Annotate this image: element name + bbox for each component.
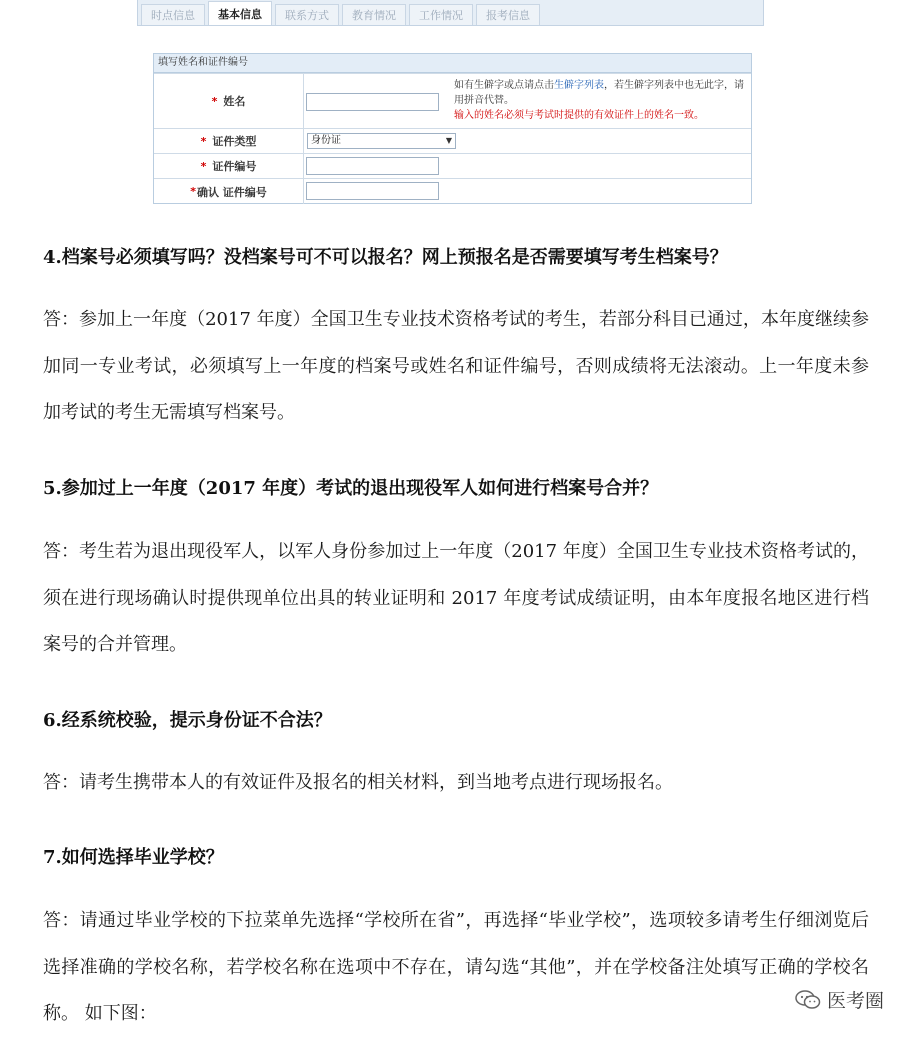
form-tab-bar bbox=[137, 0, 764, 26]
name-label: 姓名 bbox=[223, 95, 246, 108]
form-row-id-number bbox=[154, 153, 751, 178]
question-5: 5.参加过上一年度（2017 年度）考试的退出现役军人如何进行档案号合并？ bbox=[43, 478, 659, 499]
dropdown-arrow-icon: ▼ bbox=[445, 136, 452, 145]
id-confirm-input[interactable] bbox=[306, 182, 439, 200]
rare-char-list-link[interactable]: 生僻字列表 bbox=[554, 80, 604, 91]
form-row-name bbox=[154, 73, 751, 128]
tab-time-info[interactable]: 时点信息 bbox=[141, 4, 205, 25]
required-star: * bbox=[190, 185, 196, 198]
id-confirm-label: 确认 证件编号 bbox=[196, 185, 267, 199]
question-4: 4.档案号必须填写吗？没档案号可不可以报名？网上预报名是否需要填写考生档案号？ bbox=[43, 247, 728, 268]
registration-form bbox=[153, 53, 752, 204]
id-type-label: 证件类型 bbox=[212, 135, 257, 148]
question-7: 7.如何选择毕业学校？ bbox=[43, 847, 224, 868]
required-star: * bbox=[200, 159, 207, 173]
id-number-label: 证件编号 bbox=[212, 160, 257, 173]
tab-work[interactable]: 工作情况 bbox=[409, 4, 473, 25]
tab-contact[interactable]: 联系方式 bbox=[275, 4, 339, 25]
wechat-icon bbox=[795, 989, 821, 1011]
watermark: 医考圈 bbox=[795, 986, 884, 1013]
tab-education[interactable]: 教育情况 bbox=[342, 4, 406, 25]
tab-basic-info[interactable]: 基本信息 bbox=[208, 1, 272, 25]
name-hint: 如有生僻字或点请点击生僻字列表，若生僻字列表中也无此字，请用拼音代替。 输入的姓名必须与考试时提供的有效证件上的姓名一致。 bbox=[454, 78, 752, 123]
name-input[interactable] bbox=[306, 93, 439, 111]
name-warning: 输入的姓名必须与考试时提供的有效证件上的姓名一致。 bbox=[454, 110, 704, 121]
answer-6: 答：请考生携带本人的有效证件及报名的相关材料，到当地考点进行现场报名。 bbox=[43, 772, 673, 793]
answer-5: 答：考生若为退出现役军人，以军人身份参加过上一年度（2017 年度）全国卫生专业技术资格考试的，须在进行现场确认时提供现单位出具的转业证明和 2017 年度考试成绩证明，由本年度报名地区进行档案号的合并管理。 bbox=[43, 541, 869, 655]
question-6: 6.经系统校验，提示身份证不合法？ bbox=[43, 710, 332, 731]
id-number-input[interactable] bbox=[306, 157, 439, 175]
form-section-title: 填写姓名和证件编号 bbox=[154, 54, 751, 73]
required-star: * bbox=[200, 134, 207, 148]
required-star: * bbox=[211, 94, 218, 108]
tab-exam-info[interactable]: 报考信息 bbox=[476, 4, 540, 25]
answer-7: 答：请通过毕业学校的下拉菜单先选择“学校所在省”，再选择“毕业学校”，选项较多请考生仔细浏览后选择准确的学校名称，若学校名称在选项中不存在，请勾选“其他”，并在学校备注处填写正确的学校名称。 如下图： bbox=[43, 910, 869, 1024]
answer-4: 答：参加上一年度（2017 年度）全国卫生专业技术资格考试的考生，若部分科目已通过，本年度继续参加同一专业考试，必须填写上一年度的档案号或姓名和证件编号，否则成绩将无法滚动。上一年度未参加考试的考生无需填写档案号。 bbox=[43, 309, 869, 423]
form-row-id-confirm bbox=[154, 178, 751, 204]
form-row-id-type bbox=[154, 128, 751, 153]
id-type-select[interactable]: 身份证 ▼ bbox=[307, 133, 456, 149]
